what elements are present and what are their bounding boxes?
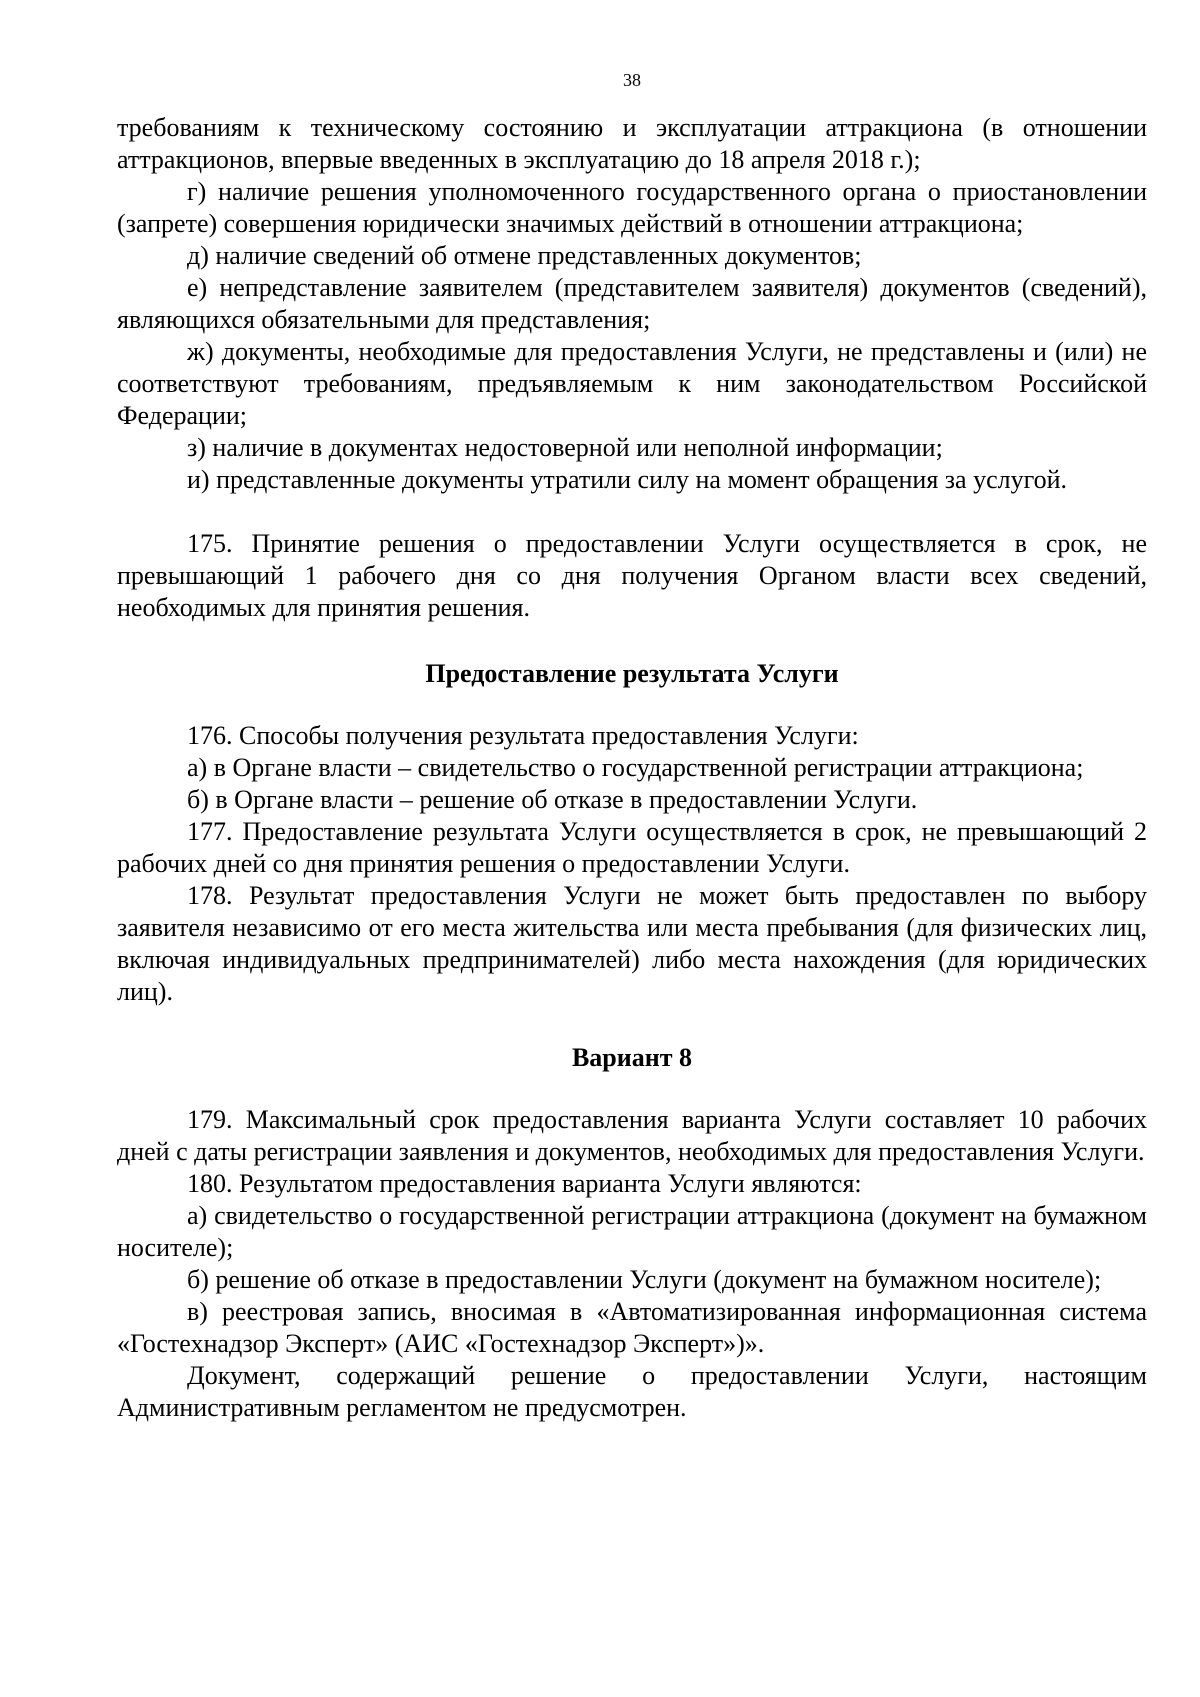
- spacer: [117, 496, 1147, 528]
- list-item-d: д) наличие сведений об отмене представленных документов;: [187, 241, 862, 270]
- list-item-b: б) в Органе власти – решение об отказе в предоставлении Услуги.: [187, 785, 918, 814]
- list-item-z: з) наличие в документах недостоверной или неполной информации;: [187, 433, 943, 462]
- list-item-a: а) свидетельство о государственной регистрации аттракциона (документ на бумажном носителе);: [117, 1201, 1147, 1262]
- section-heading-variant-8: Вариант 8: [571, 1043, 693, 1072]
- paragraph-176: 176. Способы получения результата предоставления Услуги:: [187, 721, 859, 750]
- list-item-v: в) реестровая запись, вносимая в «Автоматизированная информационная система «Гостехнадзор Эксперт» (АИС «Гостехнадзор Эксперт»)».: [117, 1297, 1147, 1358]
- paragraph-177: 177. Предоставление результата Услуги осуществляется в срок, не превышающий 2 рабочих дней со дня принятия решения о предоставлении Услуги.: [117, 817, 1147, 878]
- paragraph-178: 178. Результат предоставления Услуги не может быть предоставлен по выбору заявителя независимо от его места жительства или места пребывания (для физических лиц, включая индивидуальных предпринимателей) либо места нахождения (для юридических лиц).: [117, 881, 1147, 1006]
- list-item-zh: ж) документы, необходимые для предоставления Услуги, не представлены и (или) не соответствуют требованиям, предъявляемым к ним законодательством Российской Федерации;: [117, 337, 1147, 430]
- list-item-e: е) непредставление заявителем (представителем заявителя) документов (сведений), являющихся обязательными для представления;: [117, 273, 1147, 334]
- paragraph-continuation: требованиям к техническому состоянию и эксплуатации аттракциона (в отношении аттракционов, впервые введенных в эксплуатацию до 18 апреля 2018 г.);: [117, 113, 1147, 174]
- section-heading-block: [117, 624, 1147, 720]
- page-number: 38: [623, 70, 641, 90]
- paragraph-document-note: Документ, содержащий решение о предоставлении Услуги, настоящим Административным регламентом не предусмотрен.: [117, 1361, 1147, 1422]
- paragraph-180: 180. Результатом предоставления варианта Услуги являются:: [187, 1169, 862, 1198]
- list-item-b: б) решение об отказе в предоставлении Услуги (документ на бумажном носителе);: [187, 1265, 1102, 1294]
- paragraph-179: 179. Максимальный срок предоставления варианта Услуги составляет 10 рабочих дней с даты регистрации заявления и документов, необходимых для предоставления Услуги.: [117, 1105, 1147, 1166]
- list-item-g: г) наличие решения уполномоченного государственного органа о приостановлении (запрете) совершения юридически значимых действий в отношении аттракциона;: [117, 177, 1147, 238]
- section-heading-result: Предоставление результата Услуги: [425, 659, 839, 688]
- list-item-a: а) в Органе власти – свидетельство о государственной регистрации аттракциона;: [187, 753, 1084, 782]
- list-item-i: и) представленные документы утратили силу на момент обращения за услугой.: [187, 465, 1068, 494]
- paragraph-175: 175. Принятие решения о предоставлении Услуги осуществляется в срок, не превышающий 1 рабочего дня со дня получения Органом власти всех сведений, необходимых для принятия решения.: [117, 529, 1147, 622]
- document-page: [117, 70, 1147, 1424]
- section-heading-block: [117, 1008, 1147, 1104]
